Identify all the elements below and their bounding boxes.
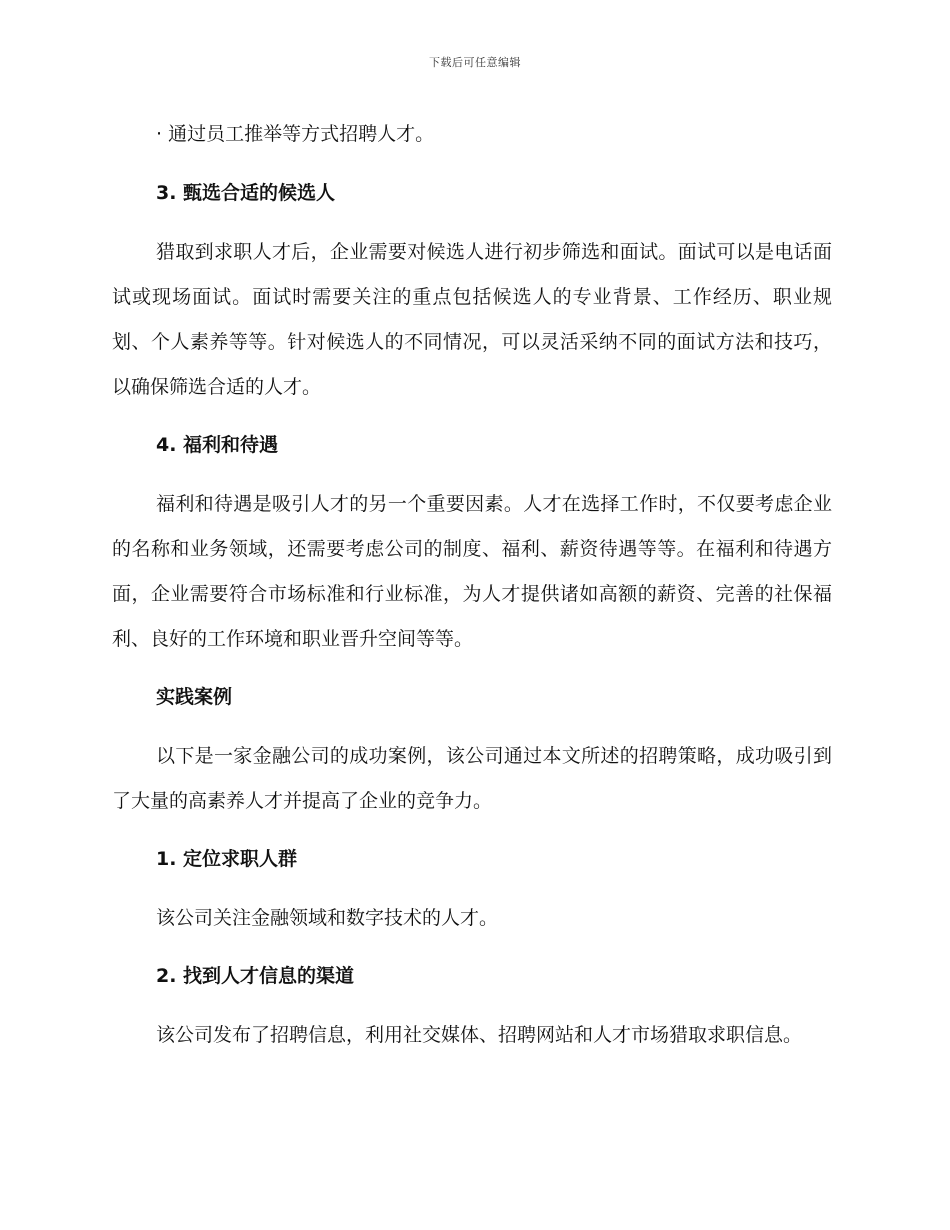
- case-step-paragraph-1: 该公司关注金融领域和数字技术的人才。: [156, 907, 499, 929]
- section-heading-3: 3. 甄选合适的候选人: [156, 182, 336, 204]
- case-intro-paragraph: 以下是一家金融公司的成功案例，该公司通过本文所述的招聘策略，成功吸引到了大量的高素养人才并提高了企业的竞争力。: [112, 745, 832, 812]
- bullet-item: · 通过员工推举等方式招聘人才。: [156, 123, 435, 145]
- document-body: [112, 112, 832, 1058]
- case-heading: 实践案例: [156, 686, 233, 708]
- section-paragraph-3: 猎取到求职人才后，企业需要对候选人进行初步筛选和面试。面试可以是电话面试或现场面试。面试时需要关注的重点包括候选人的专业背景、工作经历、职业规划、个人素养等等。针对候选人的不同情况，可以灵活采纳不同的面试方法和技巧，以确保筛选合适的人才。: [112, 241, 832, 398]
- section-paragraph-4: 福利和待遇是吸引人才的另一个重要因素。人才在选择工作时，不仅要考虑企业的名称和业务领域，还需要考虑公司的制度、福利、薪资待遇等等。在福利和待遇方面，企业需要符合市场标准和行业标准，为人才提供诸如高额的薪资、完善的社保福利、良好的工作环境和职业晋升空间等等。: [112, 493, 832, 650]
- section-heading-4: 4. 福利和待遇: [156, 434, 279, 456]
- case-step-heading-2: 2. 找到人才信息的渠道: [156, 965, 355, 987]
- page-header-note: 下载后可任意编辑: [429, 56, 521, 69]
- case-step-heading-1: 1. 定位求职人群: [156, 848, 298, 870]
- case-step-paragraph-2: 该公司发布了招聘信息，利用社交媒体、招聘网站和人才市场猎取求职信息。: [156, 1024, 803, 1046]
